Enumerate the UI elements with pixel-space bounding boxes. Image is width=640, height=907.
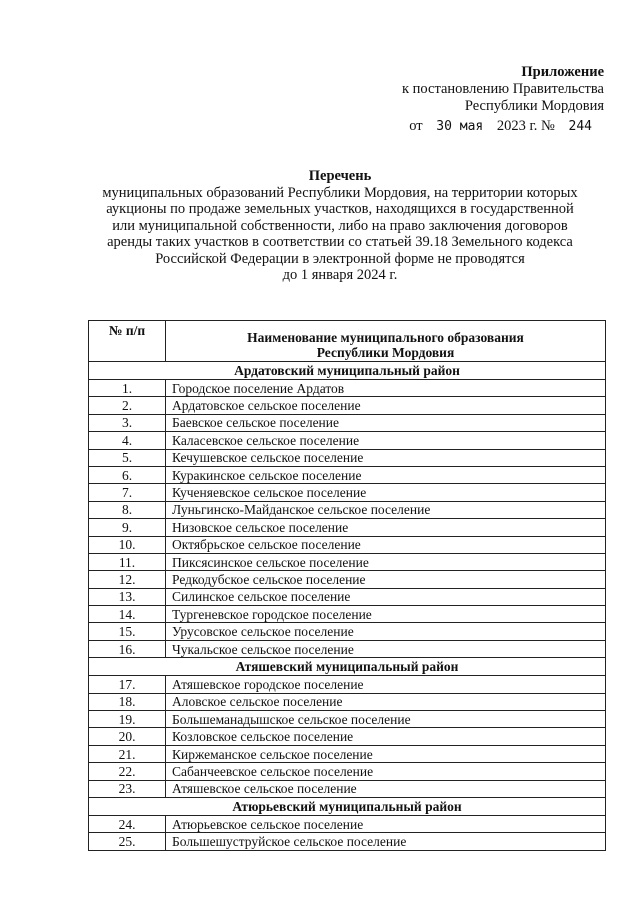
municipality-name: Урусовское сельское поселение — [166, 623, 606, 640]
row-number: 1. — [89, 380, 166, 397]
row-number: 16. — [89, 640, 166, 657]
district-name: Ардатовский муниципальный район — [89, 362, 606, 380]
row-number: 14. — [89, 606, 166, 623]
row-number: 15. — [89, 623, 166, 640]
table-row — [89, 432, 606, 449]
table-row — [89, 763, 606, 780]
district-name: Атяшевский муниципальный район — [89, 658, 606, 676]
district-row — [89, 797, 606, 815]
district-row — [89, 658, 606, 676]
table-row — [89, 711, 606, 728]
date-year: 2023 г. — [496, 118, 538, 134]
row-number: 9. — [89, 519, 166, 536]
municipality-name: Козловское сельское поселение — [166, 728, 606, 745]
heading-title: Перечень — [308, 168, 372, 184]
row-number: 19. — [89, 711, 166, 728]
table-row — [89, 553, 606, 570]
municipality-name: Каласевское сельское поселение — [166, 432, 606, 449]
date-prefix: от — [409, 118, 423, 134]
row-number: 25. — [89, 833, 166, 850]
municipality-name: Низовское сельское поселение — [166, 519, 606, 536]
row-number: 20. — [89, 728, 166, 745]
municipality-name: Большешуструйское сельское поселение — [166, 833, 606, 850]
table-row — [89, 484, 606, 501]
municipality-name: Кученяевское сельское поселение — [166, 484, 606, 501]
column-header-name-line-1: Наименование муниципального образования — [247, 330, 524, 345]
table-row — [89, 571, 606, 588]
table-row — [89, 780, 606, 797]
row-number: 24. — [89, 815, 166, 832]
heading-line: муниципальных образований Республики Мордовия, на территории которых — [102, 184, 578, 201]
municipality-name: Киржеманское сельское поселение — [166, 745, 606, 762]
row-number: 2. — [89, 397, 166, 414]
appendix-block — [402, 64, 604, 115]
municipality-name: Куракинское сельское поселение — [166, 466, 606, 483]
municipality-name: Тургеневское городское поселение — [166, 606, 606, 623]
municipality-name: Редкодубское сельское поселение — [166, 571, 606, 588]
table-row — [89, 815, 606, 832]
row-number: 10. — [89, 536, 166, 553]
municipality-name: Октябрьское сельское поселение — [166, 536, 606, 553]
table-row — [89, 501, 606, 518]
table-row — [89, 728, 606, 745]
column-header-name — [166, 321, 606, 362]
municipality-name: Луньгинско-Майданское сельское поселение — [166, 501, 606, 518]
municipality-name: Ардатовское сельское поселение — [166, 397, 606, 414]
table-row — [89, 640, 606, 657]
heading-line: Российской Федерации в электронной форме не проводятся — [155, 250, 525, 267]
row-number: 23. — [89, 780, 166, 797]
row-number: 17. — [89, 676, 166, 693]
table-row — [89, 380, 606, 397]
table-row — [89, 833, 606, 850]
municipality-name: Атяшевское сельское поселение — [166, 780, 606, 797]
heading-line: аренды таких участков в соответствии со статьей 39.18 Земельного кодекса — [107, 234, 573, 250]
table-row — [89, 536, 606, 553]
municipality-name: Баевское сельское поселение — [166, 414, 606, 431]
table-row — [89, 397, 606, 414]
column-header-number: № п/п — [89, 321, 166, 362]
table-row — [89, 693, 606, 710]
row-number: 18. — [89, 693, 166, 710]
table-row — [89, 676, 606, 693]
row-number: 12. — [89, 571, 166, 588]
heading-line: аукционы по продаже земельных участков, находящихся в государственной — [106, 201, 574, 217]
table-row — [89, 466, 606, 483]
municipality-name: Аловское сельское поселение — [166, 693, 606, 710]
municipality-name: Силинское сельское поселение — [166, 588, 606, 605]
date-day-month: 30 мая — [436, 119, 484, 134]
district-name: Атюрьевский муниципальный район — [89, 797, 606, 815]
municipality-name: Пиксясинское сельское поселение — [166, 553, 606, 570]
row-number: 13. — [89, 588, 166, 605]
heading-line: до 1 января 2024 г. — [282, 267, 398, 283]
resolution-number: 244 — [568, 119, 592, 134]
row-number: 8. — [89, 501, 166, 518]
municipality-name: Атюрьевское сельское поселение — [166, 815, 606, 832]
municipality-name: Чукальское сельское поселение — [166, 640, 606, 657]
table-row — [89, 623, 606, 640]
municipality-name: Городское поселение Ардатов — [166, 380, 606, 397]
row-number: 22. — [89, 763, 166, 780]
table-row — [89, 606, 606, 623]
municipality-name: Атяшевское городское поселение — [166, 676, 606, 693]
appendix-line-2: Республики Мордовия — [464, 98, 604, 114]
municipality-name: Большеманадышское сельское поселение — [166, 711, 606, 728]
row-number: 6. — [89, 466, 166, 483]
row-number: 3. — [89, 414, 166, 431]
number-sign: № — [541, 118, 555, 134]
heading-line: или муниципальной собственности, либо на право заключения договоров — [112, 217, 568, 234]
table-row — [89, 519, 606, 536]
table-row — [89, 588, 606, 605]
municipality-name: Кечушевское сельское поселение — [166, 449, 606, 466]
column-header-name-line-2: Республики Мордовия — [316, 345, 455, 360]
municipalities-table — [88, 320, 606, 851]
table-row — [89, 745, 606, 762]
table-row — [89, 414, 606, 431]
document-heading — [80, 168, 600, 284]
row-number: 21. — [89, 745, 166, 762]
table-header-row — [89, 321, 606, 362]
row-number: 11. — [89, 553, 166, 570]
appendix-line-1: к постановлению Правительства — [402, 81, 604, 97]
district-row — [89, 362, 606, 380]
appendix-title: Приложение — [521, 64, 604, 80]
row-number: 5. — [89, 449, 166, 466]
municipality-name: Сабанчеевское сельское поселение — [166, 763, 606, 780]
row-number: 4. — [89, 432, 166, 449]
table-row — [89, 449, 606, 466]
resolution-dateline — [409, 118, 602, 135]
table-body — [89, 362, 606, 851]
row-number: 7. — [89, 484, 166, 501]
